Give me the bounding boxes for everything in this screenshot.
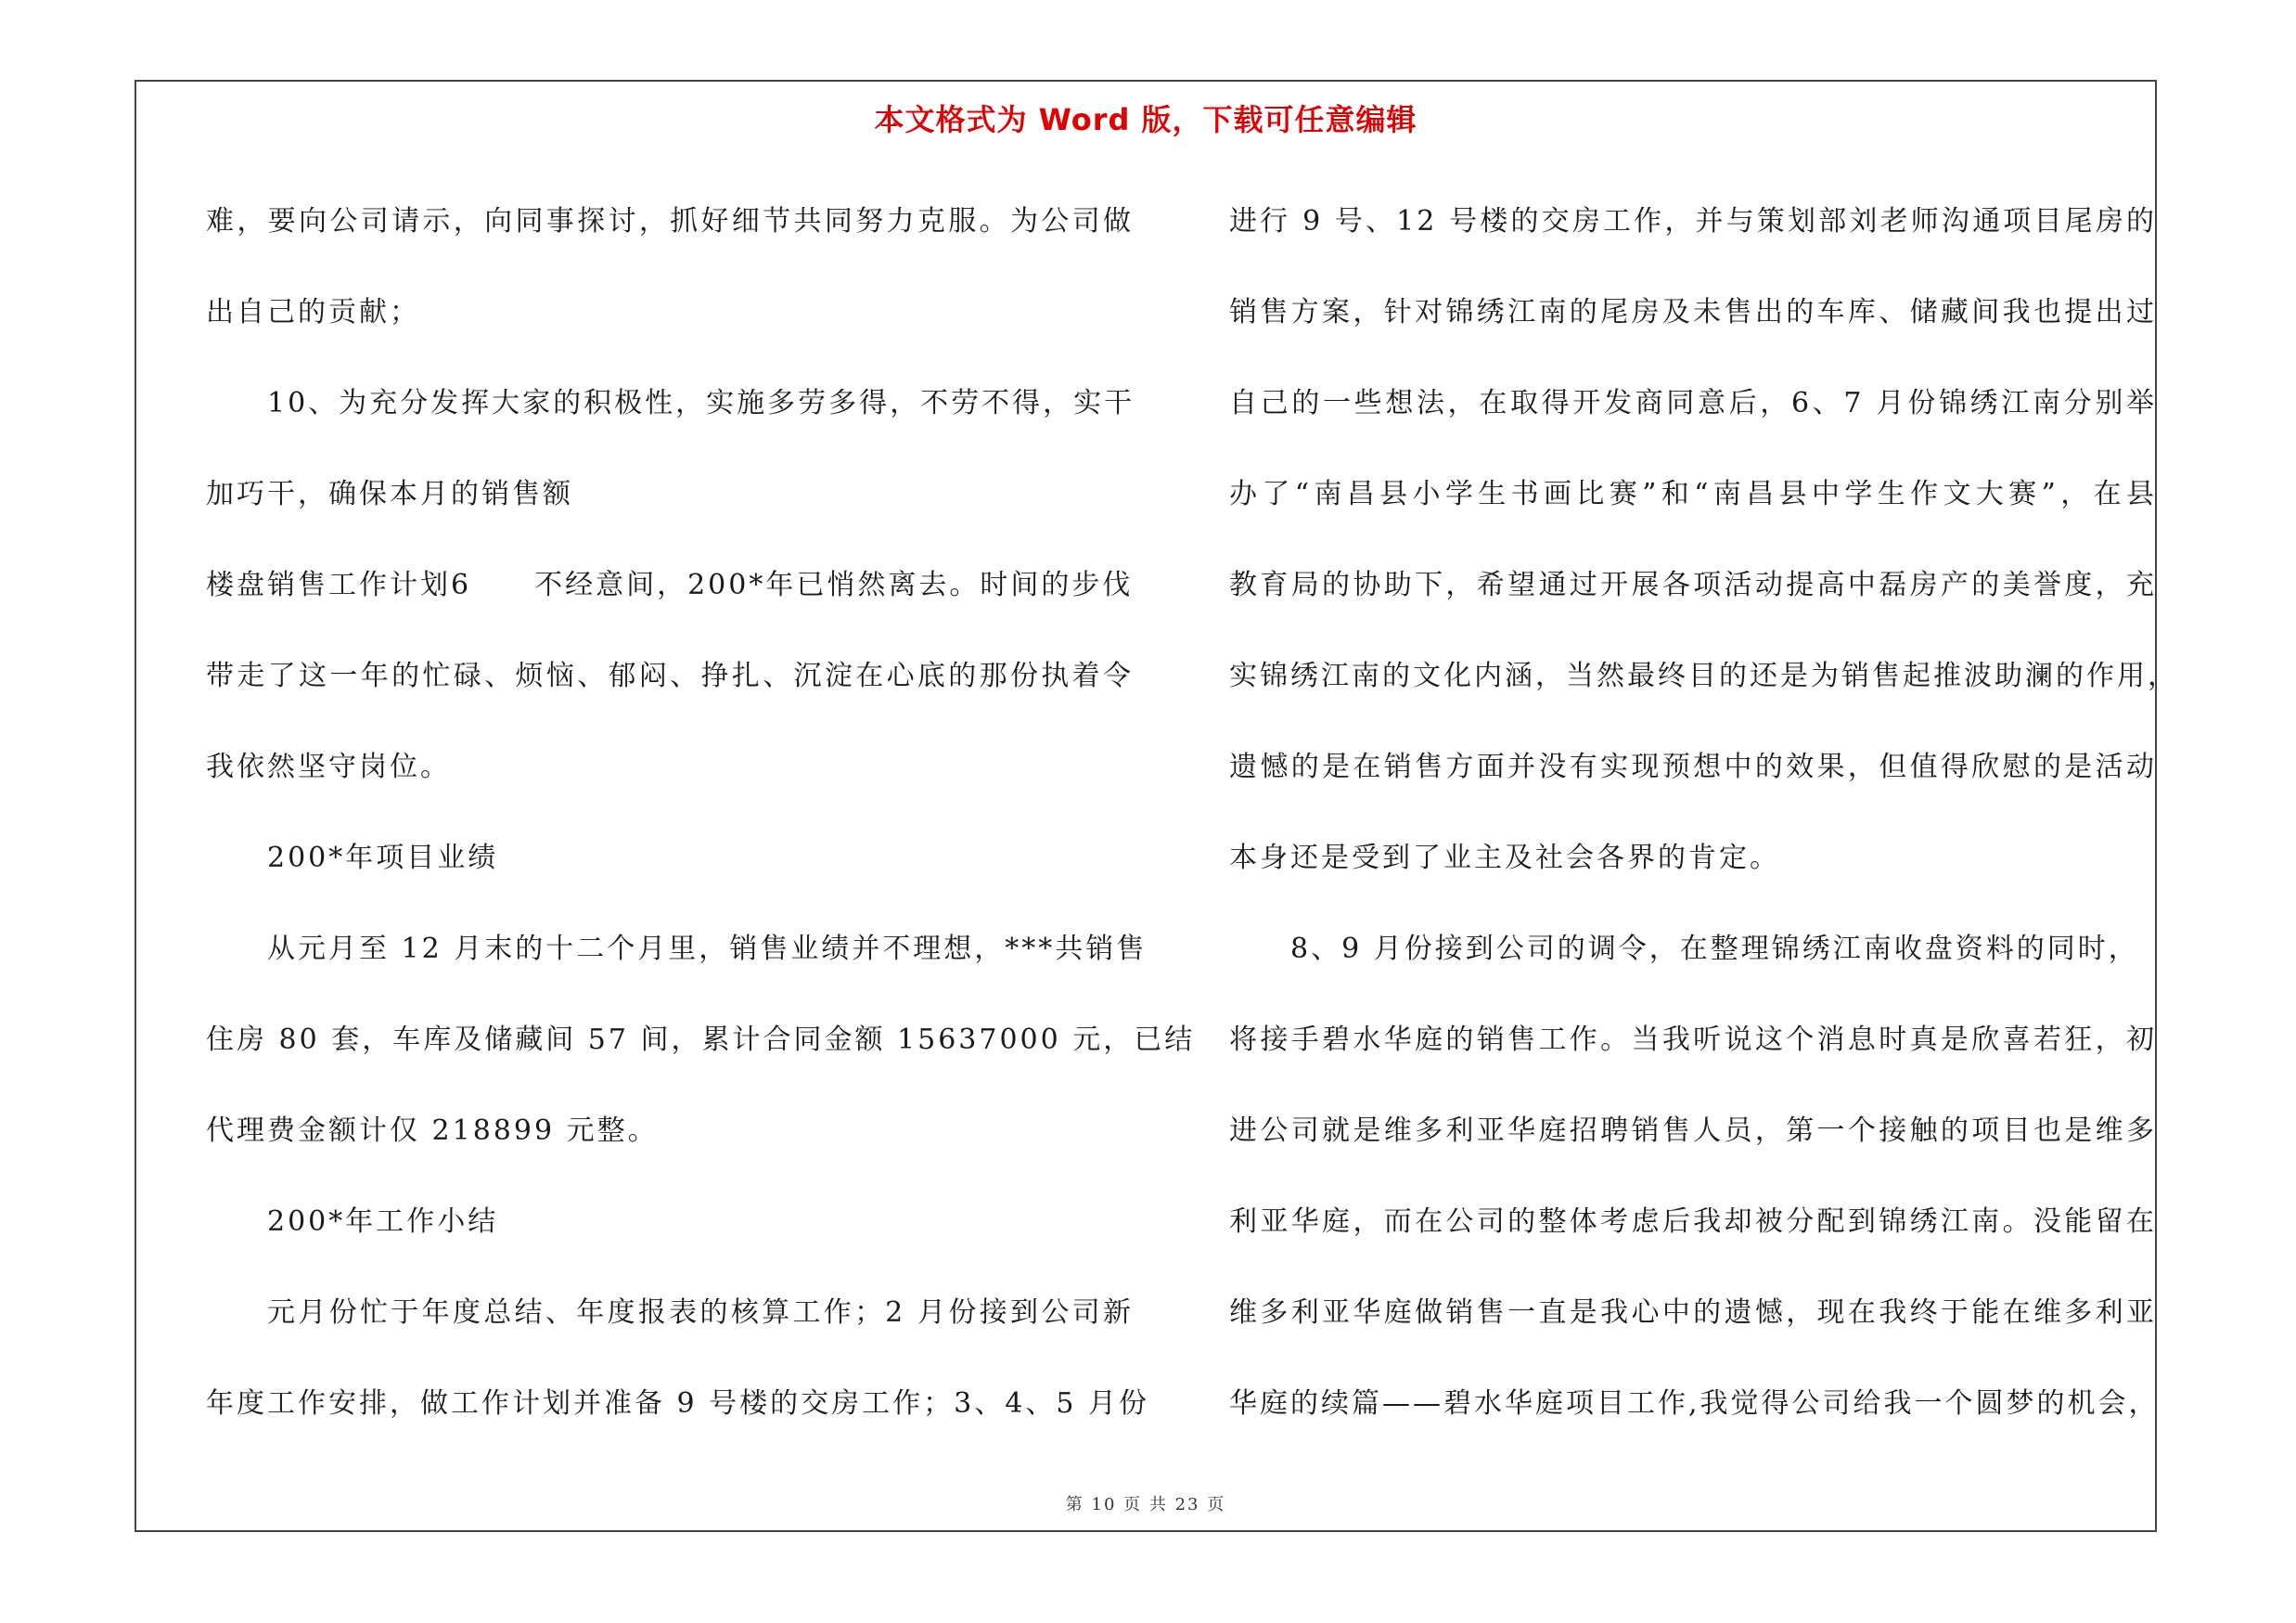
text-line: 教育局的协助下，希望通过开展各项活动提高中磊房产的美誉度，充 [1229, 569, 2157, 601]
text-line: 加巧干，确保本月的销售额 [206, 478, 573, 510]
text-line: 8、9 月份接到公司的调令，在整理锦绣江南收盘资料的同时， [1290, 933, 2139, 965]
text-line: 本身还是受到了业主及社会各界的肯定。 [1229, 842, 1780, 874]
text-line: 维多利亚华庭做销售一直是我心中的遗憾，现在我终于能在维多利亚 [1229, 1296, 2157, 1329]
text-line: 进公司就是维多利亚华庭招聘销售人员，第一个接触的项目也是维多 [1229, 1114, 2157, 1147]
text-line: 元月份忙于年度总结、年度报表的核算工作；2 月份接到公司新 [267, 1296, 1134, 1329]
text-line: 10、为充分发挥大家的积极性，实施多劳多得，不劳不得，实干 [267, 387, 1135, 419]
page-frame [135, 80, 2178, 1532]
text-fragment: 不经意间，200*年已悄然离去。时间的步伐 [534, 569, 1134, 601]
right-text-column [1229, 176, 2178, 1449]
text-line: 遗憾的是在销售方面并没有实现预想中的效果，但值得欣慰的是活动 [1229, 751, 2157, 783]
section-heading: 200*年工作小结 [267, 1205, 499, 1238]
text-line: 进行 9 号、12 号楼的交房工作，并与策划部刘老师沟通项目尾房的 [1229, 205, 2157, 238]
text-line: 办了“南昌县小学生书画比赛”和“南昌县中学生作文大赛”，在县 [1229, 478, 2157, 510]
text-line: 代理费金额计仅 218899 元整。 [206, 1114, 659, 1147]
left-text-column [206, 176, 1196, 1449]
text-line: 带走了这一年的忙碌、烦恼、郁闷、挣扎、沉淀在心底的那份执着令 [206, 660, 1134, 692]
page-number: 第 10 页 共 23 页 [1065, 1495, 1226, 1514]
text-line: 自己的一些想法，在取得开发商同意后，6、7 月份锦绣江南分别举 [1229, 387, 2157, 419]
word-format-banner: 本文格式为 Word 版，下载可任意编辑 [874, 102, 1417, 137]
text-line: 华庭的续篇——碧水华庭项目工作,我觉得公司给我一个圆梦的机会， [1229, 1387, 2160, 1420]
text-line: 难，要向公司请示，向同事探讨，抓好细节共同努力克服。为公司做 [206, 205, 1134, 238]
text-line: 从元月至 12 月末的十二个月里，销售业绩并不理想，***共销售 [267, 933, 1148, 965]
text-line: 我依然坚守岗位。 [206, 751, 451, 783]
text-line: 实锦绣江南的文化内涵，当然最终目的还是为销售起推波助澜的作用， [1229, 660, 2178, 692]
text-line: 出自己的贡献； [206, 296, 420, 328]
text-line: 将接手碧水华庭的销售工作。当我听说这个消息时真是欣喜若狂，初 [1229, 1024, 2157, 1056]
text-line: 住房 80 套，车库及储藏间 57 间，累计合同金额 15637000 元，已结 [206, 1024, 1196, 1056]
section-heading: 楼盘销售工作计划6 [206, 569, 472, 601]
text-line: 年度工作安排，做工作计划并准备 9 号楼的交房工作；3、4、5 月份 [206, 1387, 1149, 1420]
text-line-heading-combined [206, 540, 1134, 631]
text-line: 销售方案，针对锦绣江南的尾房及未售出的车库、储藏间我也提出过 [1229, 296, 2157, 328]
text-line: 利亚华庭，而在公司的整体考虑后我却被分配到锦绣江南。没能留在 [1229, 1205, 2157, 1238]
section-heading: 200*年项目业绩 [267, 842, 499, 874]
